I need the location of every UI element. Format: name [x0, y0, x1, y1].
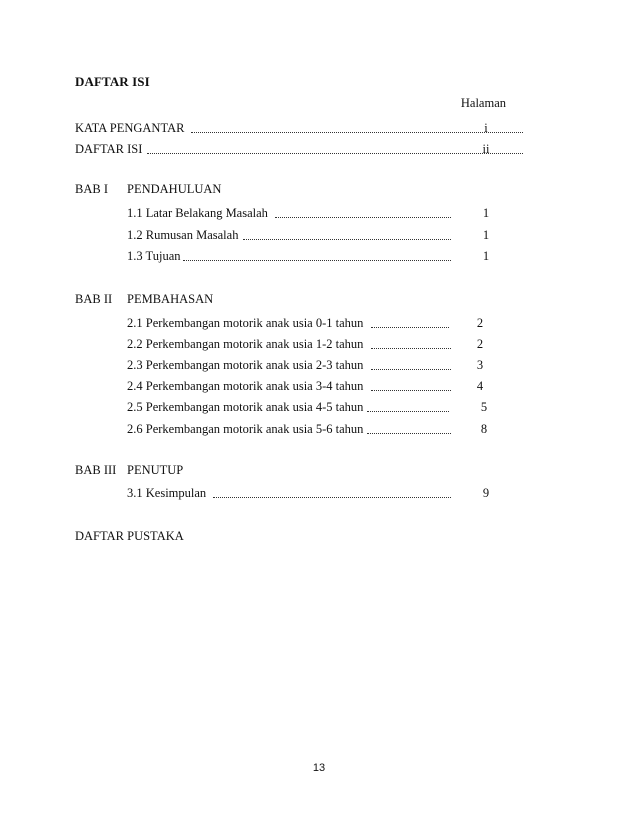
dot-leader — [213, 497, 451, 498]
toc-entry — [127, 357, 510, 373]
toc-entry-page: 5 — [480, 400, 488, 414]
toc-entry-page: 1 — [482, 228, 490, 242]
toc-entry-page: 9 — [482, 486, 490, 500]
toc-entry — [127, 205, 510, 221]
toc-entry-label: 2.3 Perkembangan motorik anak usia 2-3 tahun — [127, 358, 364, 372]
toc-entry — [127, 227, 510, 243]
chapter-number: BAB II — [75, 292, 113, 306]
toc-entry-page: ii — [482, 142, 490, 156]
dot-leader — [275, 217, 451, 218]
toc-entry-page: 3 — [476, 358, 484, 372]
toc-entry-label: 2.4 Perkembangan motorik anak usia 3-4 tahun — [127, 379, 364, 393]
toc-entry-page: 1 — [482, 206, 490, 220]
toc-entry — [127, 315, 510, 331]
toc-entry — [127, 421, 510, 437]
toc-entry-page: i — [484, 121, 488, 135]
page-number: 13 — [312, 762, 326, 774]
toc-entry — [127, 485, 510, 501]
dot-leader — [367, 411, 449, 412]
toc-entry — [127, 336, 510, 352]
toc-entry-label: 2.5 Perkembangan motorik anak usia 4-5 tahun — [127, 400, 364, 414]
toc-entry-page: 2 — [476, 337, 484, 351]
page-column-header: Halaman — [460, 96, 506, 110]
chapter-number: BAB III — [75, 463, 117, 477]
toc-entry — [75, 120, 510, 136]
page-title: DAFTAR ISI — [75, 74, 150, 89]
dot-leader — [147, 153, 523, 154]
chapter-number: BAB I — [75, 182, 108, 196]
toc-entry-label: 1.2 Rumusan Masalah — [127, 228, 239, 242]
dot-leader — [371, 348, 451, 349]
dot-leader — [371, 327, 449, 328]
back-matter-label: DAFTAR PUSTAKA — [75, 529, 184, 543]
toc-entry — [75, 141, 510, 157]
chapter-title: PENUTUP — [127, 463, 184, 477]
dot-leader — [243, 239, 451, 240]
chapter-title: PEMBAHASAN — [127, 292, 214, 306]
toc-entry — [127, 378, 510, 394]
toc-entry-label: 2.2 Perkembangan motorik anak usia 1-2 tahun — [127, 337, 364, 351]
chapter-title: PENDAHULUAN — [127, 182, 222, 196]
toc-entry-label: DAFTAR ISI — [75, 142, 143, 156]
toc-entry-page: 8 — [480, 422, 488, 436]
dot-leader — [183, 260, 451, 261]
toc-entry-page: 1 — [482, 249, 490, 263]
toc-entry-label: 1.3 Tujuan — [127, 249, 181, 263]
dot-leader — [371, 369, 451, 370]
toc-entry-label: KATA PENGANTAR — [75, 121, 185, 135]
toc-entry-label: 2.1 Perkembangan motorik anak usia 0-1 tahun — [127, 316, 364, 330]
toc-entry-page: 4 — [476, 379, 484, 393]
dot-leader — [371, 390, 451, 391]
toc-entry-page: 2 — [476, 316, 484, 330]
toc-entry — [127, 399, 510, 415]
toc-entry-label: 2.6 Perkembangan motorik anak usia 5-6 tahun — [127, 422, 364, 436]
toc-entry-label: 3.1 Kesimpulan — [127, 486, 207, 500]
dot-leader — [367, 433, 451, 434]
toc-entry-label: 1.1 Latar Belakang Masalah — [127, 206, 268, 220]
toc-entry — [127, 248, 510, 264]
